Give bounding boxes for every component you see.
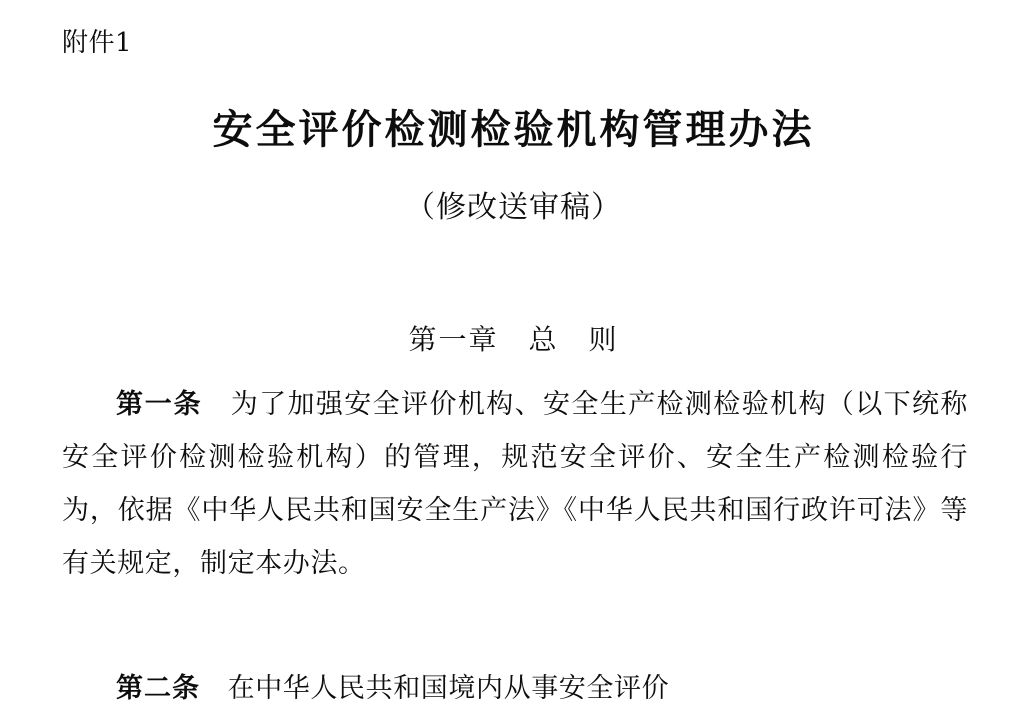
article-two-text: 在中华人民共和国境内从事安全评价 <box>200 673 670 704</box>
article-one-paragraph <box>62 378 968 590</box>
body-text <box>62 378 968 590</box>
chapter-heading: 第一章 总 则 <box>408 323 619 356</box>
document-subtitle: （修改送审稿） <box>405 190 622 225</box>
article-one-label: 第一条 <box>116 389 203 420</box>
article-one-text: 为了加强安全评价机构、安全生产检测检验机构（以下统称安全评价检测检验机构）的管理，规范安全评价、安全生产检测检验行为，依据《中华人民共和国安全生产法》《中华人民共和国行政许可法》等有关规定，制定本办法。 <box>62 389 968 579</box>
article-two-label: 第二条 <box>116 673 200 704</box>
attachment-label: 附件1 <box>62 28 133 58</box>
page-title: 安全评价检测检验机构管理办法 <box>212 106 815 153</box>
article-two-paragraph-clipped <box>62 664 968 704</box>
